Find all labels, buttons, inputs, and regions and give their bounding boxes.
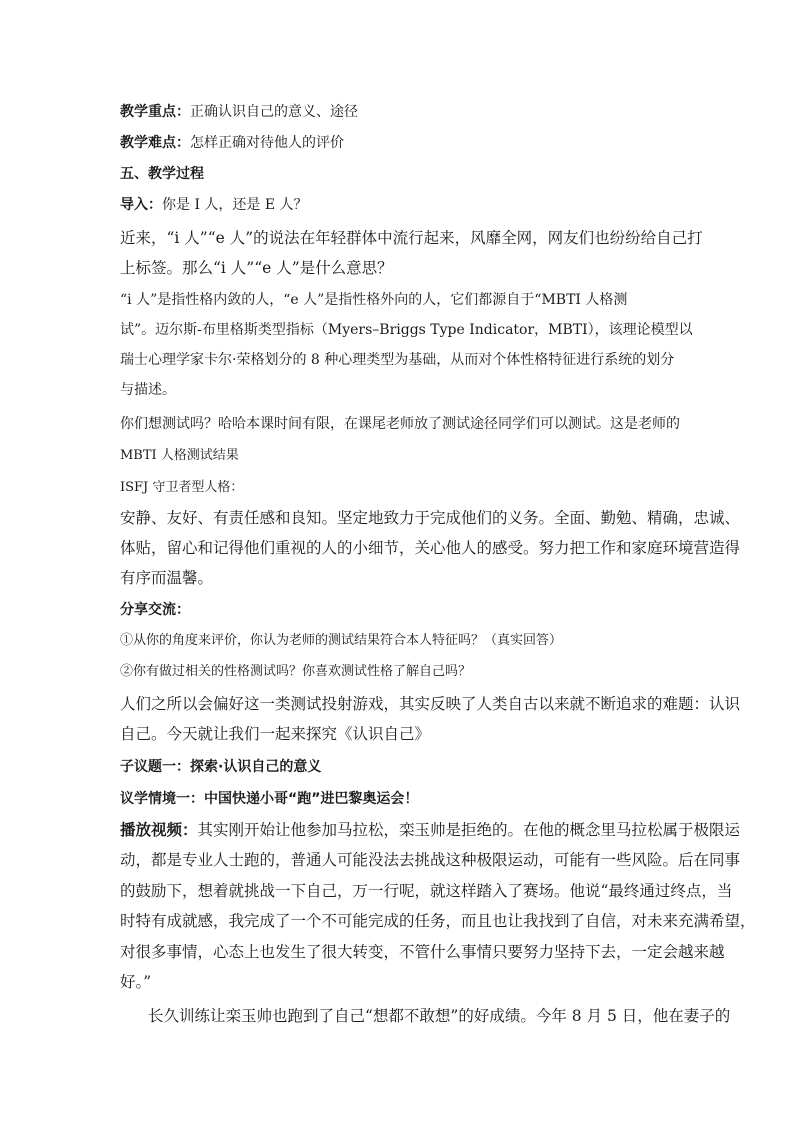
paragraph-2-line-4: 与描述。 xyxy=(120,382,176,398)
paragraph-3-line-1: 你们想测试吗？哈哈本课时间有限，在课尾老师放了测试途径同学们可以测试。这是老师的 xyxy=(120,416,680,432)
question-2: ②你有做过相关的性格测试吗？你喜欢测试性格了解自己吗？ xyxy=(120,664,472,679)
paragraph-2-line-3: 瑞士心理学家卡尔·荣格划分的 8 种心理类型为基础，从而对个体性格特征进行系统的划分 xyxy=(120,352,675,368)
paragraph-6-line-1: 人们之所以会偏好这一类测试投射游戏，其实反映了人类自古以来就不断追求的难题：认识 xyxy=(120,695,741,713)
paragraph-6-line-2: 自己。今天就让我们一起来探究《认识自己》 xyxy=(120,725,431,743)
paragraph-3-line-2: MBTI 人格测试结果 xyxy=(120,448,239,463)
intro-text: 你是 I 人，还是 E 人？ xyxy=(162,197,308,213)
paragraph-8-line-1: 长久训练让栾玉帅也跑到了自己“想都不敢想”的好成绩。今年 8 月 5 日，他在妻子的 xyxy=(148,1007,731,1025)
video-label: 播放视频： xyxy=(120,821,198,839)
difficulty-label: 教学难点： xyxy=(120,135,190,151)
paragraph-7-line-4: 时特有成就感，我完成了一个不可能完成的任务，而且也让我找到了自信，对未来充满希望， xyxy=(120,912,756,930)
difficulty-text: 怎样正确对待他人的评价 xyxy=(190,135,344,151)
intro-label: 导入： xyxy=(120,197,162,213)
scene-1-heading: 议学情境一：中国快递小哥“跑”进巴黎奥运会！ xyxy=(120,791,419,807)
paragraph-1-line-2: 上标签。那么“i 人”“e 人”是什么意思？ xyxy=(120,259,393,277)
paragraph-1-line-1: 近来，“i 人”“e 人”的说法在年轻群体中流行起来，风靡全网，网友们也纷纷给自己打 xyxy=(120,229,703,247)
paragraph-4-line-1: ISFJ 守卫者型人格： xyxy=(120,480,244,495)
paragraph-5-line-2: 体贴，留心和记得他们重视的人的小细节，关心他人的感受。努力把工作和家庭环境营造得 xyxy=(120,539,741,557)
difficulty-line xyxy=(120,133,680,153)
paragraph-7-line-1 xyxy=(120,820,741,840)
paragraph-2-line-1: “i 人”是指性格内敛的人，“e 人”是指性格外向的人，它们都源自于“MBTI 人格测 xyxy=(120,292,628,308)
paragraph-7-line-3: 的鼓励下，想着就挑战一下自己，万一行呢，就这样踏入了赛场。他说“最终通过终点，当 xyxy=(120,882,733,900)
question-1: ①从你的角度来评价，你认为老师的测试结果符合本人特征吗？（真实回答） xyxy=(120,633,563,648)
paragraph-7-line-1-text: 其实刚开始让他参加马拉松，栾玉帅是拒绝的。在他的概念里马拉松属于极限运 xyxy=(197,821,741,839)
share-heading: 分享交流： xyxy=(120,602,190,618)
paragraph-7-line-6: 好。” xyxy=(120,973,152,991)
paragraph-5-line-3: 有序而温馨。 xyxy=(120,569,214,587)
paragraph-7-line-2: 动，都是专业人士跑的，普通人可能没法去挑战这种极限运动，可能有一些风险。后在同事 xyxy=(120,851,741,869)
key-point-label: 教学重点： xyxy=(120,104,190,120)
sub-topic-1-heading: 子议题一：探索·认识自己的意义 xyxy=(120,759,322,775)
paragraph-2-line-2: 试”。迈尔斯-布里格斯类型指标（Myers–Briggs Type Indicator，MBTI），该理论模型以 xyxy=(120,322,693,338)
intro-line xyxy=(120,195,680,215)
paragraph-7-line-5: 对很多事情，心态上也发生了很大转变，不管什么事情只要努力坚持下去，一定会越来越 xyxy=(120,943,725,961)
paragraph-5-line-1: 安静、友好、有责任感和良知。坚定地致力于完成他们的义务。全面、勤勉、精确，忠诚、 xyxy=(120,509,741,527)
key-point-line xyxy=(120,102,680,122)
key-point-text: 正确认识自己的意义、途径 xyxy=(190,104,358,120)
section5-heading: 五、教学过程 xyxy=(120,166,204,182)
